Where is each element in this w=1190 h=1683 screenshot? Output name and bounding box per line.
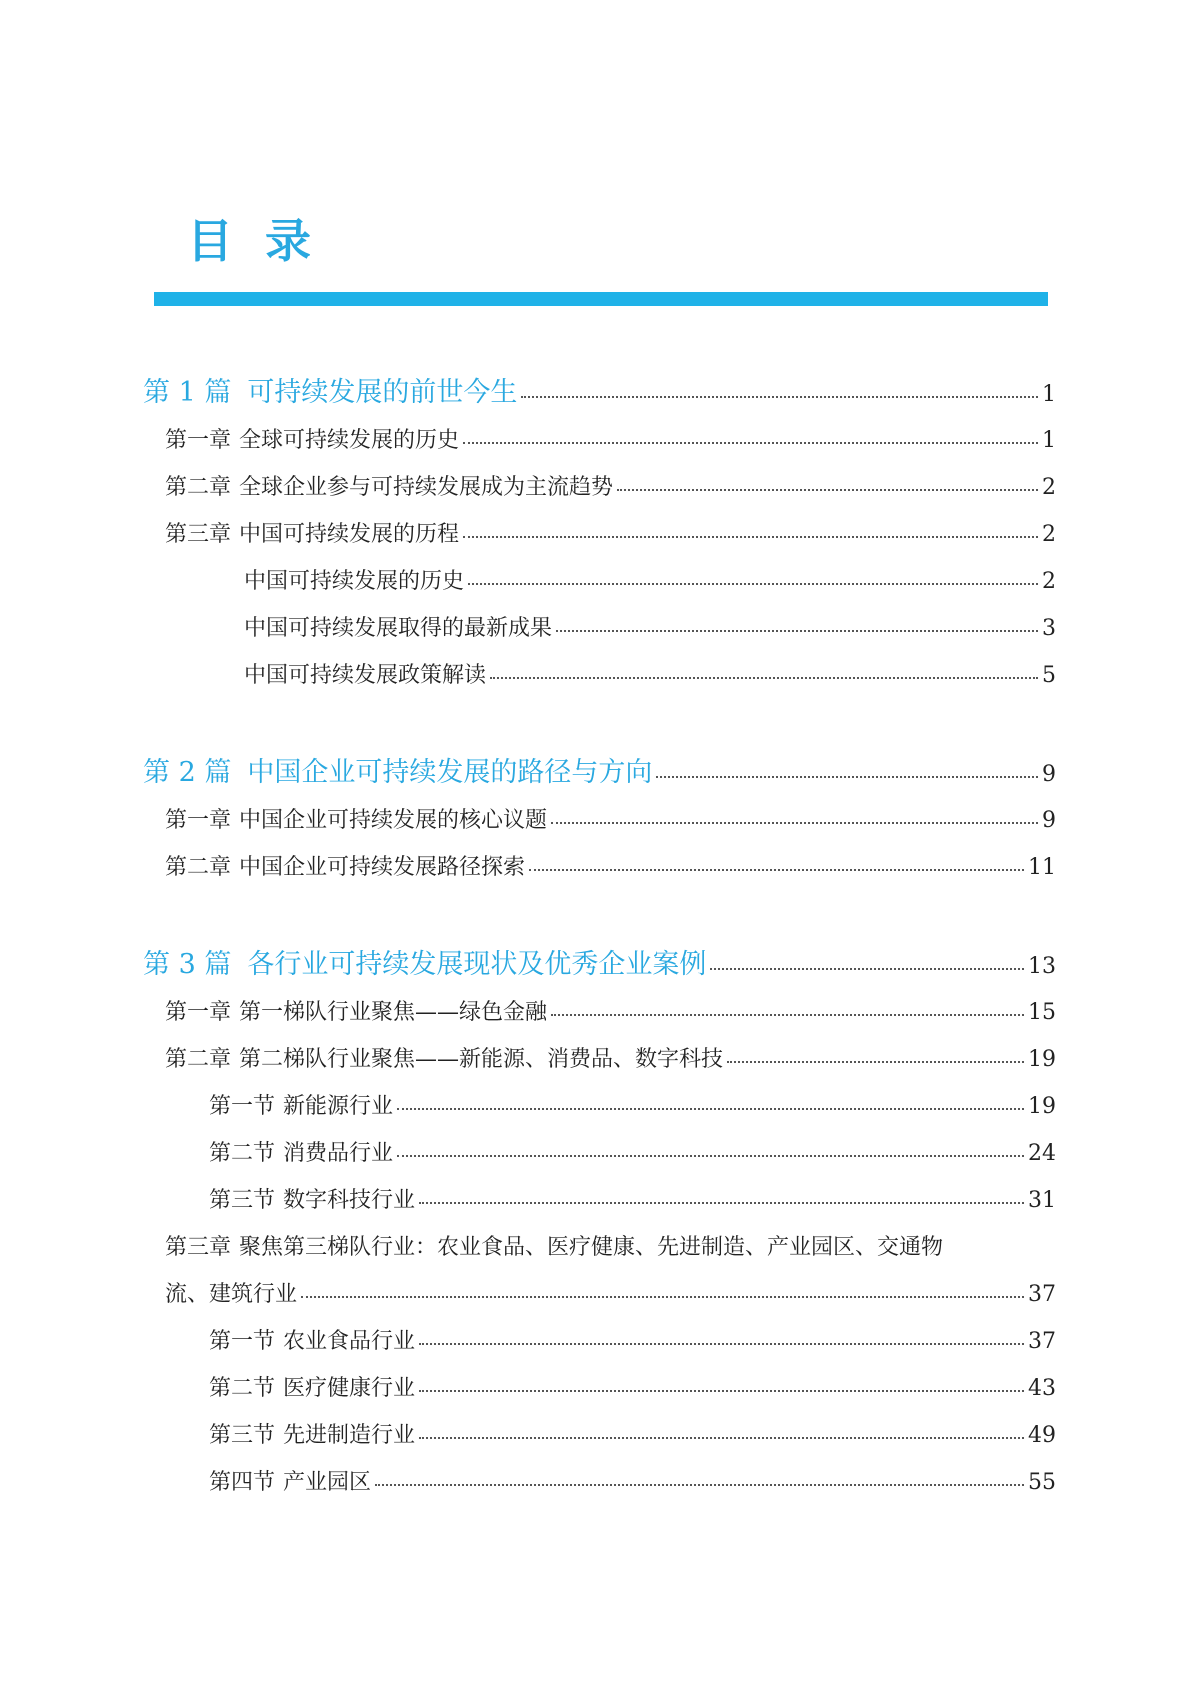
leader-dots: [551, 1014, 1024, 1016]
page-number: 37: [1028, 1282, 1056, 1307]
section-number: 第三节: [209, 1188, 276, 1213]
page-number: 19: [1028, 1094, 1056, 1119]
toc-chapter[interactable]: [165, 995, 1056, 1026]
page-number: 49: [1028, 1423, 1056, 1448]
part-title: 可持续发展的前世今生: [247, 377, 518, 408]
part-number: 第 3 篇: [143, 949, 232, 980]
chapter-number: 第一章: [165, 808, 232, 833]
leader-dots: [468, 583, 1038, 585]
section-title: 产业园区: [283, 1470, 372, 1495]
leader-dots: [551, 822, 1038, 824]
toc-part-1[interactable]: [143, 370, 1056, 409]
page-number: 55: [1028, 1470, 1056, 1495]
chapter-title: 第一梯队行业聚焦——绿色金融: [239, 1000, 548, 1025]
section-title: 中国可持续发展政策解读: [244, 663, 487, 688]
page-number: 31: [1028, 1188, 1056, 1213]
section-number: 第一节: [209, 1329, 276, 1354]
toc-section[interactable]: [209, 1324, 1056, 1355]
toc-section[interactable]: [244, 611, 1056, 642]
toc-chapter[interactable]: [165, 423, 1056, 454]
leader-dots: [419, 1202, 1024, 1204]
chapter-title: 第二梯队行业聚焦——新能源、消费品、数字科技: [239, 1047, 724, 1072]
chapter-title-continued: 流、建筑行业: [165, 1282, 298, 1307]
leader-dots: [727, 1061, 1024, 1063]
leader-dots: [463, 536, 1038, 538]
toc-section[interactable]: [209, 1089, 1056, 1120]
page-number: 2: [1042, 569, 1056, 594]
toc-section[interactable]: [209, 1183, 1056, 1214]
leader-dots: [397, 1108, 1024, 1110]
section-title: 中国可持续发展取得的最新成果: [244, 616, 553, 641]
toc-section[interactable]: [244, 658, 1056, 689]
leader-dots: [490, 677, 1038, 679]
toc-chapter[interactable]: [165, 1042, 1056, 1073]
leader-dots: [375, 1484, 1024, 1486]
section-number: 第二节: [209, 1141, 276, 1166]
part-title: 各行业可持续发展现状及优秀企业案例: [247, 949, 707, 980]
leader-dots: [397, 1155, 1024, 1157]
section-title: 中国可持续发展的历史: [244, 569, 465, 594]
toc-chapter[interactable]: [165, 803, 1056, 834]
toc-chapter[interactable]: [165, 850, 1056, 881]
part-number: 第 2 篇: [143, 757, 232, 788]
chapter-number: 第一章: [165, 428, 232, 453]
page-number: 1: [1042, 382, 1056, 407]
page-number: 43: [1028, 1376, 1056, 1401]
chapter-number: 第二章: [165, 855, 232, 880]
leader-dots: [419, 1390, 1024, 1392]
part-number: 第 1 篇: [143, 377, 232, 408]
page-number: 1: [1042, 428, 1056, 453]
toc-part-3[interactable]: [143, 942, 1056, 981]
page-number: 19: [1028, 1047, 1056, 1072]
leader-dots: [710, 968, 1024, 970]
chapter-number: 第二章: [165, 475, 232, 500]
chapter-title: 聚焦第三梯队行业：农业食品、医疗健康、先进制造、产业园区、交通物: [239, 1235, 944, 1260]
leader-dots: [656, 776, 1038, 778]
page-number: 15: [1028, 1000, 1056, 1025]
section-number: 第一节: [209, 1094, 276, 1119]
leader-dots: [529, 869, 1024, 871]
page-number: 24: [1028, 1141, 1056, 1166]
section-title: 新能源行业: [283, 1094, 394, 1119]
toc-section[interactable]: [209, 1418, 1056, 1449]
toc-chapter[interactable]: [165, 517, 1056, 548]
page-number: 3: [1042, 616, 1056, 641]
page-title: 目 录: [187, 214, 320, 268]
section-number: 第三节: [209, 1423, 276, 1448]
chapter-title: 全球可持续发展的历史: [239, 428, 460, 453]
section-number: 第二节: [209, 1376, 276, 1401]
leader-dots: [301, 1296, 1024, 1298]
page-number: 13: [1028, 954, 1056, 979]
page-number: 11: [1028, 855, 1056, 880]
section-number: 第四节: [209, 1470, 276, 1495]
chapter-number: 第二章: [165, 1047, 232, 1072]
chapter-title: 中国企业可持续发展的核心议题: [239, 808, 548, 833]
chapter-number: 第三章: [165, 1235, 232, 1260]
leader-dots: [556, 630, 1038, 632]
page-number: 5: [1042, 663, 1056, 688]
section-title: 数字科技行业: [283, 1188, 416, 1213]
toc-chapter-line-2[interactable]: [165, 1277, 1056, 1308]
toc-section[interactable]: [209, 1136, 1056, 1167]
toc-part-2[interactable]: [143, 750, 1056, 789]
chapter-title: 全球企业参与可持续发展成为主流趋势: [239, 475, 614, 500]
section-title: 医疗健康行业: [283, 1376, 416, 1401]
page-number: 2: [1042, 522, 1056, 547]
page-number: 2: [1042, 475, 1056, 500]
toc-chapter-line-1[interactable]: [165, 1230, 943, 1261]
toc-chapter[interactable]: [165, 470, 1056, 501]
leader-dots: [419, 1343, 1024, 1345]
toc-section[interactable]: [244, 564, 1056, 595]
page-number: 37: [1028, 1329, 1056, 1354]
page-number: 9: [1042, 762, 1056, 787]
chapter-title: 中国可持续发展的历程: [239, 522, 460, 547]
leader-dots: [419, 1437, 1024, 1439]
leader-dots: [617, 489, 1038, 491]
leader-dots: [521, 396, 1038, 398]
part-title: 中国企业可持续发展的路径与方向: [247, 757, 653, 788]
section-title: 农业食品行业: [283, 1329, 416, 1354]
chapter-number: 第三章: [165, 522, 232, 547]
page-number: 9: [1042, 808, 1056, 833]
section-title: 消费品行业: [283, 1141, 394, 1166]
toc-section[interactable]: [209, 1465, 1056, 1496]
toc-section[interactable]: [209, 1371, 1056, 1402]
chapter-title: 中国企业可持续发展路径探索: [239, 855, 526, 880]
section-title: 先进制造行业: [283, 1423, 416, 1448]
leader-dots: [463, 442, 1038, 444]
chapter-number: 第一章: [165, 1000, 232, 1025]
